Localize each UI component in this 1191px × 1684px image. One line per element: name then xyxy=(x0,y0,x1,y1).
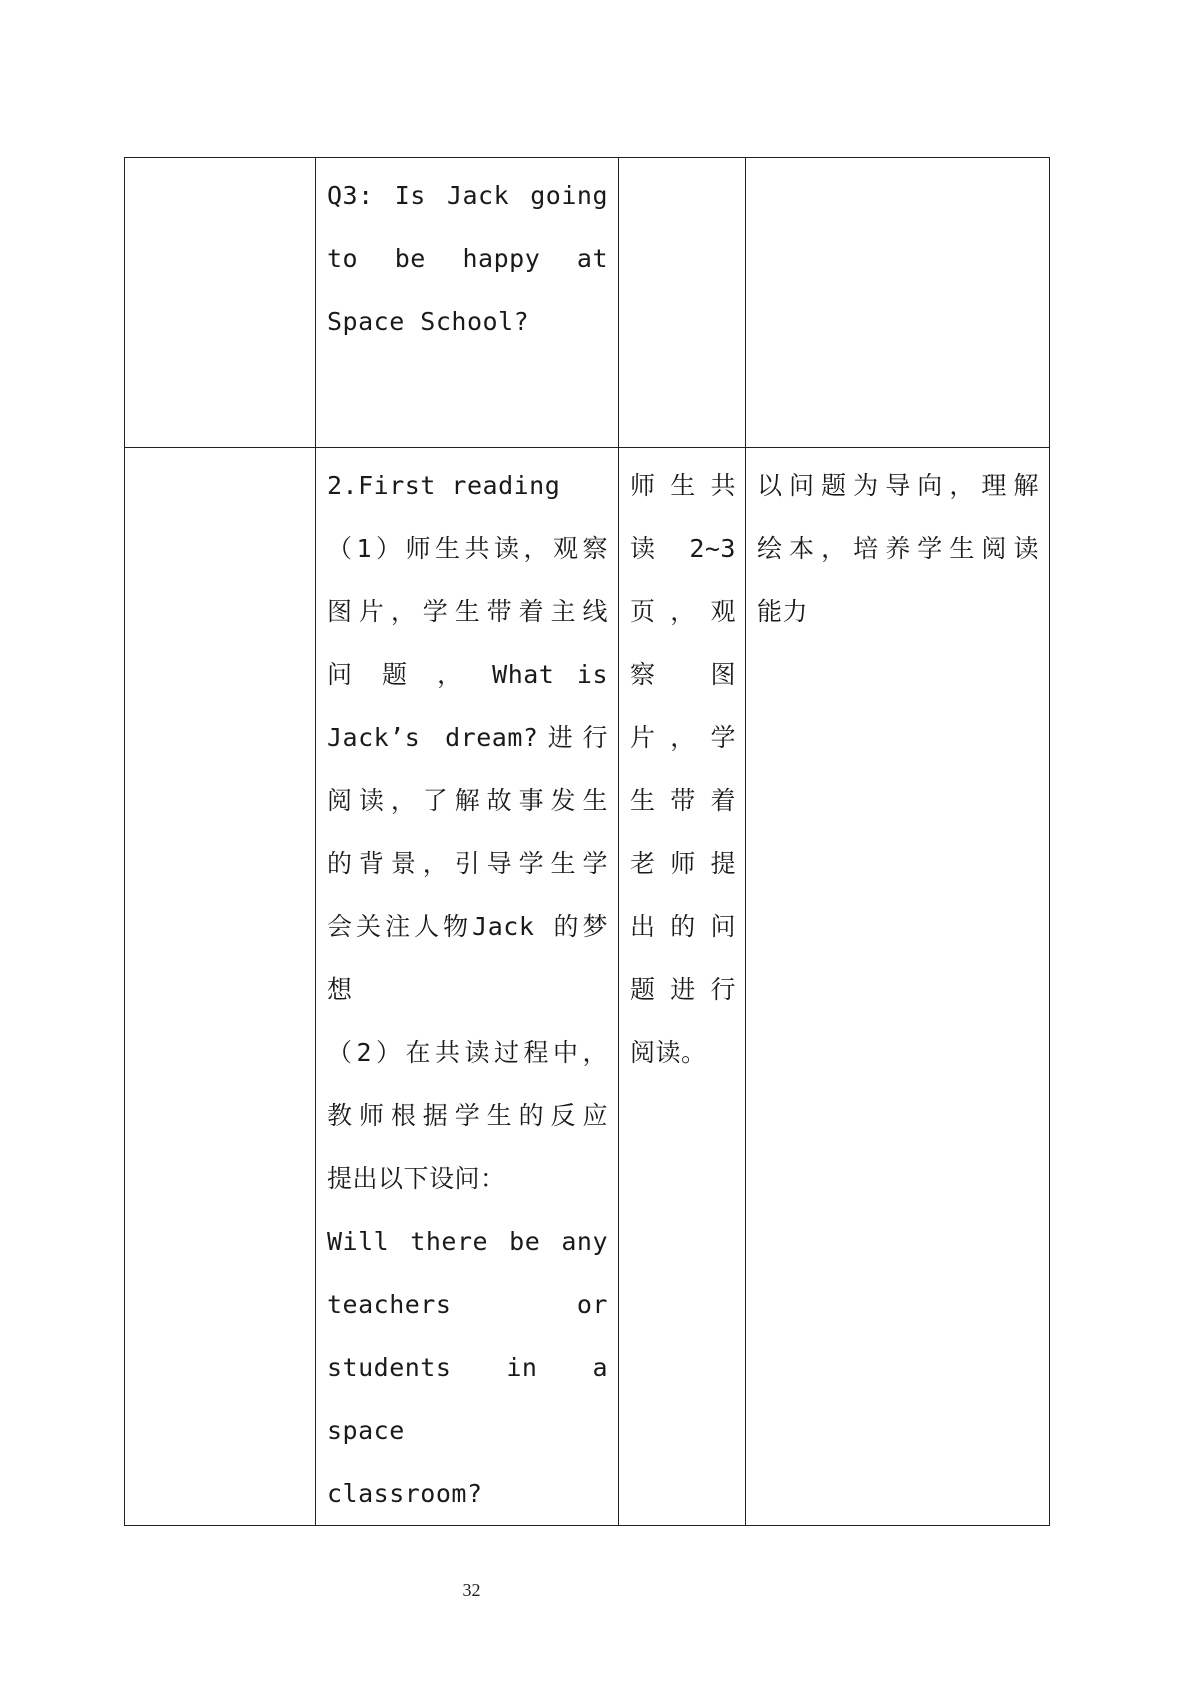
row1-col1-text xyxy=(125,158,315,164)
row2-col4-text xyxy=(746,448,1049,643)
purpose-line-2: 绘本，培养学生阅读 xyxy=(757,534,1039,563)
activity-line-9: 题进行 xyxy=(630,975,736,1004)
activity-line-7: 老师提 xyxy=(630,849,736,878)
row1-col4-text xyxy=(746,158,1049,164)
row2-col2-text xyxy=(316,448,618,1525)
first-reading-line-10: （2）在共读过程中， xyxy=(327,1038,608,1067)
purpose-line-3: 能力 xyxy=(757,597,809,626)
first-reading-line-13: Will there be any xyxy=(327,1227,608,1256)
activity-line-3: 页，观 xyxy=(630,597,736,626)
first-reading-line-16: classroom? xyxy=(327,1479,483,1508)
first-reading-line-5: Jack’s dream?进行 xyxy=(327,723,608,752)
row1-col3-text xyxy=(619,158,745,164)
first-reading-line-12: 提出以下设问： xyxy=(327,1164,506,1193)
first-reading-line-6: 阅读，了解故事发生 xyxy=(327,786,608,815)
row2-col1-text xyxy=(125,448,315,454)
first-reading-line-3: 图片，学生带着主线 xyxy=(327,597,608,626)
first-reading-line-14: teachers or xyxy=(327,1290,608,1319)
lesson-plan-table xyxy=(124,157,1050,1526)
first-reading-line-11: 教师根据学生的反应 xyxy=(327,1101,608,1130)
activity-line-6: 生带着 xyxy=(630,786,736,815)
row1-col3-cell xyxy=(619,158,746,448)
activity-line-1: 师生共 xyxy=(630,471,736,500)
row2-col3-cell xyxy=(619,448,746,1526)
first-reading-line-2: （1）师生共读，观察 xyxy=(327,534,608,563)
q3-line-1: Q3: Is Jack going xyxy=(327,181,608,210)
first-reading-line-4: 问 题 ， What is xyxy=(327,660,608,689)
row1-col2-text xyxy=(316,158,618,353)
activity-line-10: 阅读。 xyxy=(630,1038,707,1067)
table-row xyxy=(125,158,1050,448)
row2-col3-text xyxy=(619,448,745,1084)
q3-line-3: Space School? xyxy=(327,307,530,336)
row1-col1-cell xyxy=(125,158,316,448)
activity-line-8: 出的问 xyxy=(630,912,736,941)
row2-col1-cell xyxy=(125,448,316,1526)
page-number: 32 xyxy=(462,1580,481,1600)
row1-col2-cell xyxy=(316,158,619,448)
activity-line-4: 察 图 xyxy=(630,660,736,689)
purpose-line-1: 以问题为导向，理解 xyxy=(757,471,1039,500)
activity-line-5: 片，学 xyxy=(630,723,736,752)
row2-col2-cell xyxy=(316,448,619,1526)
first-reading-line-9: 想 xyxy=(327,975,353,1004)
q3-line-2: to be happy at xyxy=(327,244,608,273)
table-row xyxy=(125,448,1050,1526)
row2-col4-cell xyxy=(746,448,1050,1526)
first-reading-line-8: 会关注人物Jack 的梦 xyxy=(327,912,608,941)
first-reading-line-7: 的背景，引导学生学 xyxy=(327,849,608,878)
first-reading-line-1: 2.First reading xyxy=(327,471,561,500)
row1-col4-cell xyxy=(746,158,1050,448)
activity-line-2: 读 2~3 xyxy=(630,534,736,563)
first-reading-line-15: students in a space xyxy=(327,1353,608,1445)
